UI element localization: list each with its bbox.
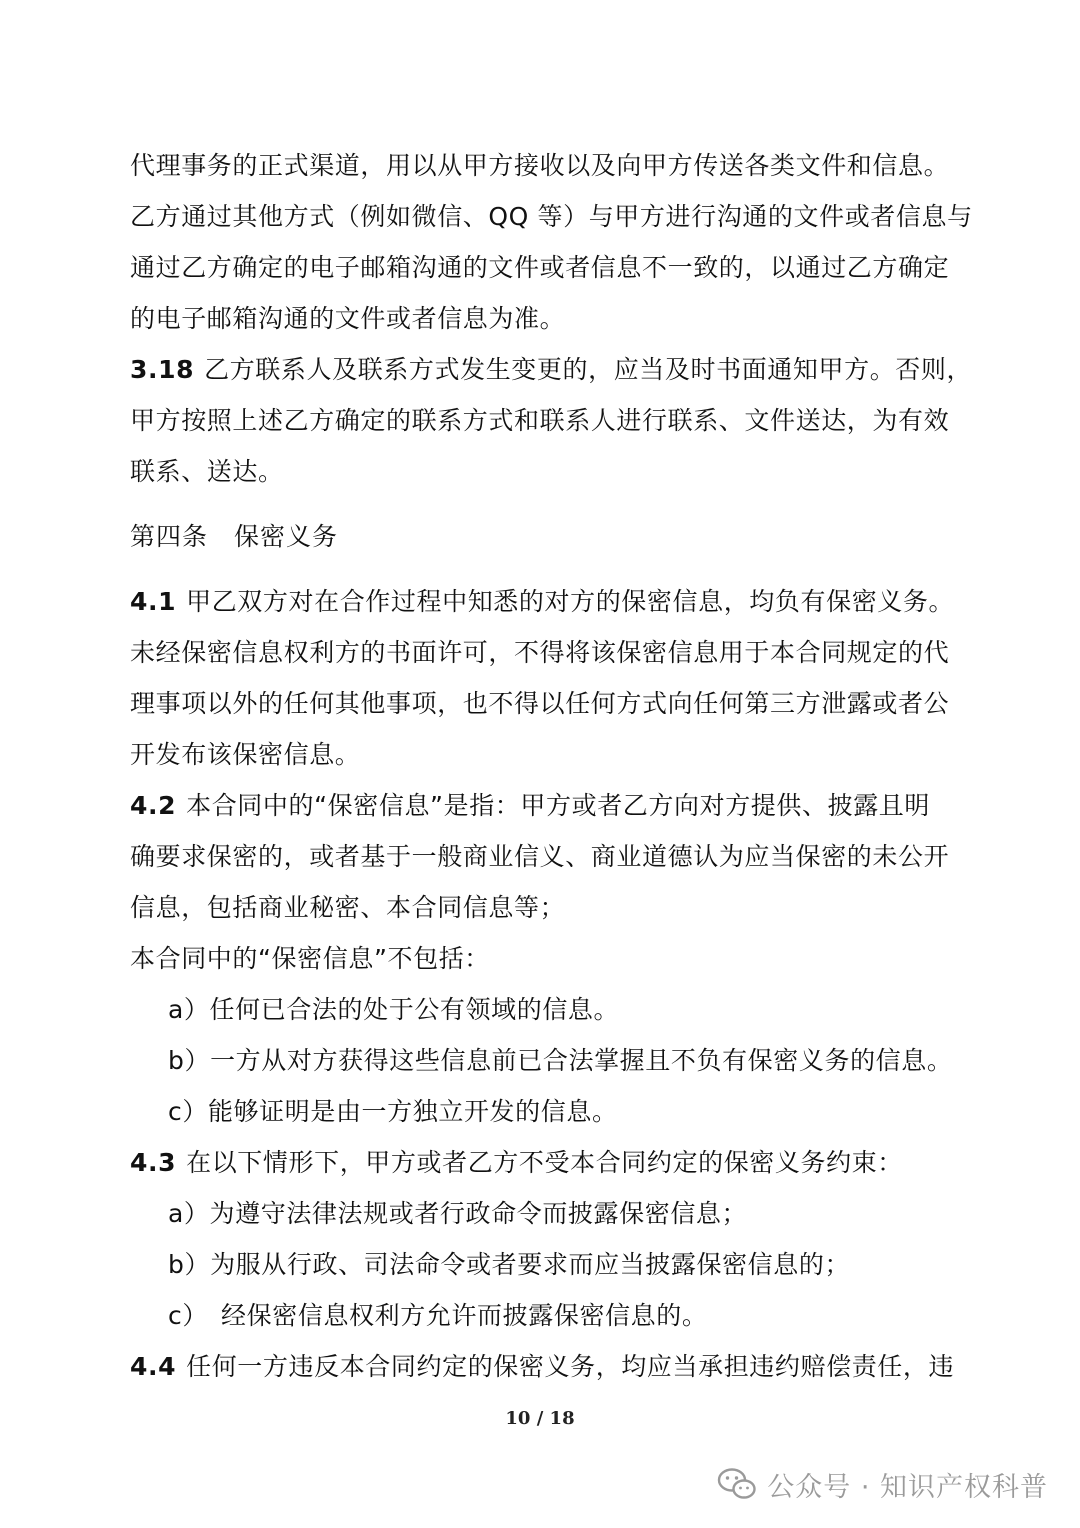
text-line [130,627,960,678]
list-item-text: a）任何已合法的处于公有领域的信息。 [168,995,620,1024]
clause-number: 3.18 [130,355,195,384]
list-item [130,1086,960,1137]
list-item-text: b）一方从对方获得这些信息前已合法掌握且不负有保密义务的信息。 [168,1046,953,1075]
clause-number: 4.2 [130,791,177,820]
wechat-icon [717,1467,757,1501]
text-line [130,242,960,293]
line-text: 本合同中的“保密信息”是指：甲方或者乙方向对方提供、披露且明 [186,791,930,820]
line-text: 乙方联系人及联系方式发生变更的，应当及时书面通知甲方。否则， [204,355,973,384]
text-line [130,882,960,933]
watermark-text: 公众号 · 知识产权科普 [767,1471,1048,1503]
line-text: 确要求保密的，或者基于一般商业信义、商业道德认为应当保密的未公开 [130,842,950,871]
list-item [130,1239,960,1290]
text-line [130,831,960,882]
text-line [130,293,960,344]
list-item [130,1290,960,1341]
line-text: 通过乙方确定的电子邮箱沟通的文件或者信息不一致的，以通过乙方确定 [130,253,950,282]
list-item [130,984,960,1035]
line-text: 乙方通过其他方式（例如微信、QQ 等）与甲方进行沟通的文件或者信息与 [130,202,973,231]
text-line [130,933,960,984]
text-line [130,140,960,191]
watermark [717,1462,1048,1506]
clause-number: 4.4 [130,1352,177,1381]
line-text: 未经保密信息权利方的书面许可，不得将该保密信息用于本合同规定的代 [130,638,950,667]
clause-4-1 [130,576,960,627]
clause-4-3 [130,1137,960,1188]
line-text: 代理事务的正式渠道，用以从甲方接收以及向甲方传送各类文件和信息。 [130,151,950,180]
line-text: 信息，包括商业秘密、本合同信息等； [130,893,566,922]
list-item-text: c）能够证明是由一方独立开发的信息。 [168,1097,618,1126]
list-item-text: c） 经保密信息权利方允许而披露保密信息的。 [168,1301,708,1330]
heading-text: 第四条 保密义务 [130,522,339,551]
clause-3-18 [130,344,973,395]
text-line [130,446,960,497]
line-text: 甲乙双方对在合作过程中知悉的对方的保密信息，均负有保密义务。 [186,587,955,616]
line-text: 开发布该保密信息。 [130,740,361,769]
document-body [130,140,973,1392]
clause-number: 4.1 [130,587,177,616]
text-line [130,191,973,242]
line-text: 在以下情形下，甲方或者乙方不受本合同约定的保密义务约束： [186,1148,903,1177]
page-number: 10 / 18 [505,1408,575,1429]
line-text: 甲方按照上述乙方确定的联系方式和联系人进行联系、文件送达，为有效 [130,406,950,435]
list-item [130,1188,960,1239]
line-text: 本合同中的“保密信息”不包括： [130,944,490,973]
list-item-text: b）为服从行政、司法命令或者要求而应当披露保密信息的； [168,1250,851,1279]
clause-4-2 [130,780,960,831]
line-text: 的电子邮箱沟通的文件或者信息为准。 [130,304,566,333]
clause-4-4 [130,1341,960,1392]
text-line [130,395,960,446]
line-text: 任何一方违反本合同约定的保密义务，均应当承担违约赔偿责任，违 [186,1352,955,1381]
text-line [130,678,960,729]
list-item [130,1035,960,1086]
list-item-text: a）为遵守法律法规或者行政命令而披露保密信息； [168,1199,748,1228]
clause-number: 4.3 [130,1148,177,1177]
section-heading [130,511,960,562]
line-text: 理事项以外的任何其他事项，也不得以任何方式向任何第三方泄露或者公 [130,689,950,718]
text-line [130,729,960,780]
line-text: 联系、送达。 [130,457,284,486]
